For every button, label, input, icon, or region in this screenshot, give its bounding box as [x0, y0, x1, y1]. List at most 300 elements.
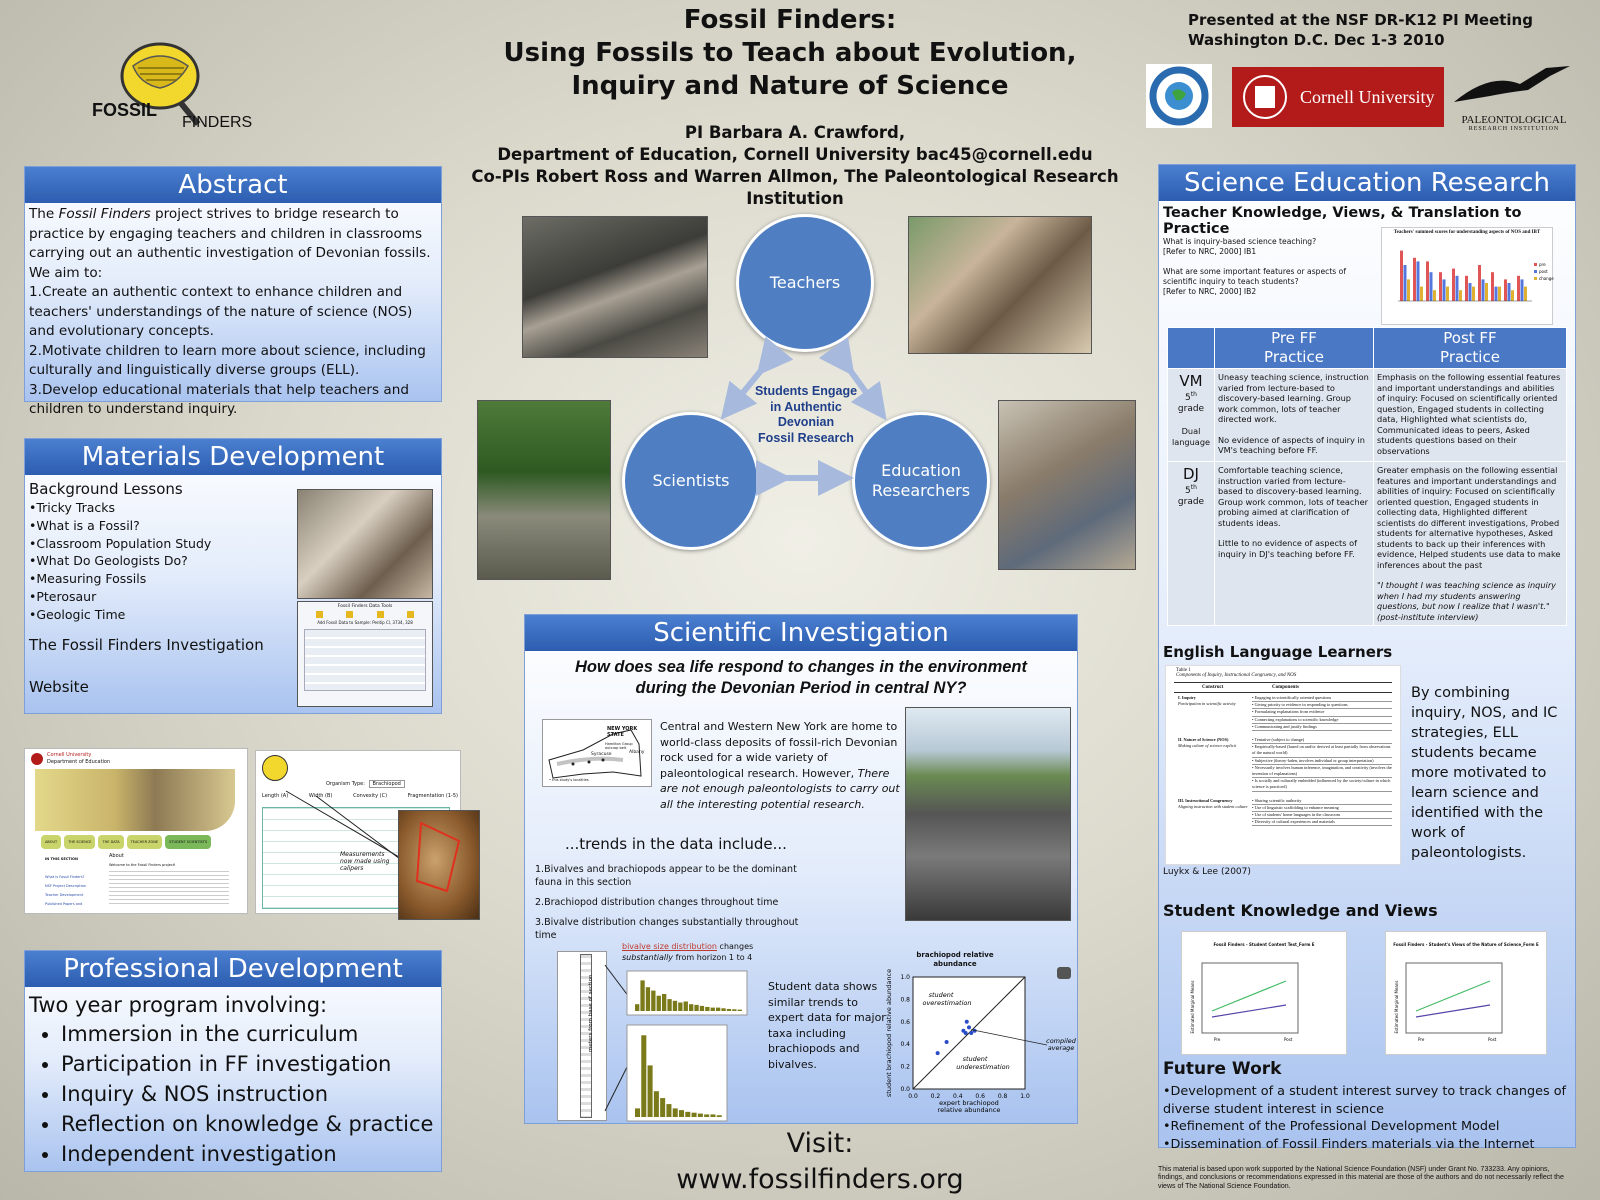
score-bar [1495, 287, 1498, 301]
data-tool-screenshot [297, 601, 433, 707]
brachiopod-scatter-plot [877, 967, 1077, 1123]
brachiopod-fossil-photo [398, 810, 480, 920]
histogram-bar [738, 1010, 742, 1011]
question-2-ref: [Refer to NRC, 2000] IB2 [1163, 287, 1257, 296]
score-bar [1446, 287, 1449, 301]
vm-pre-1: Uneasy teaching science, instruction varied from lecture-based to discovery-based learning. Group work common, lots of teacher directed work. [1218, 372, 1369, 424]
professional-list [25, 1019, 441, 1169]
ny-map [542, 719, 652, 787]
lesson-item: •Tricky Tracks [29, 500, 116, 515]
ell-row-components [1252, 798, 1392, 827]
nos-views-lines [1386, 947, 1546, 1051]
score-bar [1511, 290, 1514, 301]
convexity-label: Convexity (C) [353, 793, 388, 799]
fragmentation-label: Fragmentation (1-5) [407, 793, 458, 799]
ser-panel [1158, 164, 1576, 1152]
histogram-bar [678, 1003, 682, 1012]
y-tick-label: 0.6 [900, 1018, 910, 1026]
fossil-thumbnail [1057, 967, 1071, 979]
scientific-heading: Scientific Investigation [525, 615, 1077, 651]
vm-grade-text: grade [1177, 403, 1205, 414]
site-cornell-label: Cornell University [47, 752, 92, 758]
skv-y-label: Estimated Marginal Means [1190, 980, 1195, 1034]
score-legend-label: change [1539, 276, 1554, 281]
score-bar [1472, 287, 1475, 301]
histogram-bar [721, 1008, 725, 1011]
practice-table [1167, 327, 1567, 626]
body-emphasis: There are not enough paleontologists to carry out all the interesting potential research. [660, 766, 900, 811]
ell-component-item: • Is socially and culturally embedded (influenced by the society/culture in which science is practiced) [1252, 778, 1392, 791]
width-label: Width (B) [308, 793, 333, 799]
histogram-bar [654, 1091, 659, 1117]
score-bar [1430, 272, 1433, 301]
content-test-lines [1182, 947, 1346, 1051]
skv-y-label: Estimated Marginal Means [1394, 980, 1399, 1034]
histogram-bar [662, 994, 666, 1011]
score-bar [1407, 279, 1410, 301]
trend-item: 2.Brachiopod distribution changes throughout time [535, 897, 779, 908]
skv-x-label: Post [1488, 1037, 1497, 1042]
website-label: Website [29, 677, 89, 696]
histogram-bar [673, 1108, 678, 1117]
score-legend-label: post [1539, 269, 1548, 274]
nsf-footnote: This material is based upon work supported by the National Science Foundation (NSF) under Grant No. 733233. Any opinions, findings, and conclusions or recommendations expressed in this material are those of the authors and do not necessarily reflect the views of The National Science Foundation. [1158, 1166, 1564, 1190]
score-bar [1417, 261, 1420, 301]
title-line-2: Using Fossils to Teach about Evolution, [503, 38, 1077, 68]
teacher-scores-bars [1382, 237, 1552, 313]
histogram-bar [657, 996, 661, 1011]
histogram-bar [667, 999, 671, 1011]
score-bar [1521, 279, 1524, 301]
score-bar [1478, 265, 1481, 301]
ell-row-label: III. Instructional Congruency [1178, 797, 1233, 803]
presented-line-1: Presented at the NSF DR-K12 PI Meeting [1188, 11, 1533, 29]
site-nav-science[interactable]: THE SCIENCE [64, 835, 95, 849]
ell-row-sub: Aligning instruction with student culture [1178, 803, 1248, 809]
skv-plot-frame [1406, 963, 1502, 1033]
students-engage-label [738, 384, 874, 446]
dj-grade [1171, 483, 1211, 507]
cornell-seal-icon [1240, 72, 1290, 122]
compiled-label: compiled [1046, 1037, 1076, 1045]
y-tick-label: 1.0 [900, 974, 910, 981]
y-tick-label: 0.0 [900, 1086, 910, 1093]
pi-name: PI Barbara A. Crawford, [684, 123, 906, 142]
score-bar [1404, 265, 1407, 301]
abstract-panel [24, 166, 442, 417]
scatter-point [965, 1020, 969, 1024]
abstract-intro-em: Fossil Finders [58, 206, 151, 222]
scatter-xlabel: expert brachiopod [939, 1099, 999, 1107]
score-bar [1456, 276, 1459, 301]
roadcut-outcrop-photo [905, 707, 1071, 921]
dj-grade-text: grade [1177, 496, 1205, 507]
pri-logo [1450, 62, 1578, 132]
teacher-quote: "I thought I was teaching science as inquiry when I had my students answering questions, but now I realize that I wasn't." (post-institute interview) [1377, 580, 1557, 622]
professional-item: • Reflection on knowledge & practice [61, 1109, 441, 1139]
site-nav-about[interactable]: ABOUT [41, 835, 61, 849]
ser-questions [1163, 237, 1373, 297]
ser-heading: Science Education Research [1159, 165, 1575, 201]
bivalve-caption [622, 941, 762, 963]
poster-title [470, 4, 1110, 103]
score-bar [1465, 276, 1468, 301]
scatter-point [964, 1031, 968, 1035]
forest-field-trip-photo [477, 400, 611, 580]
site-dept-label: Department of Education [47, 759, 111, 765]
ell-component-item: • Tentative (subject to change) [1252, 737, 1392, 744]
investigation-body [660, 719, 902, 813]
abstract-aim: 2.Motivate children to learn more about science, including culturally and linguistically diverse groups (ELL). [29, 342, 426, 378]
overestimation-label: student [928, 991, 954, 999]
trend-item: 1.Bivalves and brachiopods appear to be the dominant fauna in this section [535, 864, 797, 888]
ell-heading: English Language Learners [1163, 643, 1393, 661]
ell-row-label: I. Inquiry [1178, 695, 1196, 700]
ell-component-item: • Formulating explanations from evidence [1252, 709, 1392, 716]
calipers-note: Measurements now made using calipers [340, 851, 390, 872]
ell-summary: By combining inquiry, NOS, and IC strategies, ELL students became more motivated to learn science and identified with the work of paleontologists. [1411, 685, 1558, 861]
future-list [1163, 1083, 1573, 1153]
dj-pre-cell [1215, 462, 1374, 626]
site-nav-teacher[interactable]: TEACHER ZONE [127, 835, 163, 849]
site-side-link[interactable]: Published Papers and [45, 902, 83, 906]
authors [440, 122, 1150, 210]
histogram-bar [646, 987, 650, 1011]
vm-cell [1168, 369, 1215, 462]
professional-item: • Independent investigation [61, 1139, 441, 1169]
visit-label: Visit: [786, 1128, 854, 1159]
professional-item: • Inquiry & NOS instruction [61, 1079, 441, 1109]
lesson-item: •What Do Geologists Do? [29, 553, 188, 569]
score-bar [1524, 287, 1527, 301]
data-tool-title: Fossil Finders Data Tools [337, 604, 393, 609]
ell-col-2: Components [1272, 685, 1299, 690]
investigation-label: The Fossil Finders Investigation [29, 635, 264, 654]
score-bar [1420, 287, 1423, 301]
pre-ff-header-2: Practice [1264, 348, 1324, 366]
vm-grade-num: 5 [1185, 393, 1191, 403]
dj-post-cell [1374, 462, 1567, 626]
website-url[interactable]: www.fossilfinders.org [676, 1164, 964, 1195]
abstract-body [25, 203, 441, 422]
vm-dual-2: language [1171, 436, 1211, 447]
future-item: •Development of a student interest survey to track changes of diverse student interest in science [1163, 1084, 1567, 1117]
teachers-label: Teachers [769, 273, 841, 292]
abstract-heading: Abstract [25, 167, 441, 203]
histogram-bar [635, 1108, 640, 1117]
materials-list [29, 479, 289, 696]
underestimation-label: student [962, 1055, 988, 1063]
x-tick-label: 0.4 [953, 1093, 963, 1100]
cornell-logo [1232, 67, 1444, 127]
x-tick-label: 0.6 [975, 1093, 985, 1100]
bivalve-caption-end: from horizon 1 to 4 [673, 953, 753, 962]
scientific-panel [524, 614, 1078, 1124]
lesson-item: •Geologic Time [29, 606, 126, 622]
dj-post: Greater emphasis on the following essential features and important understandings and abilities of inquiry: Focused on scientifically oriented question, Engaged students in collecting data, Highlighted different scientists do different investigations, Probed students for alternative hypotheses, Asked students to back up their inferences with evidence, Helped students use data to make inferences about the past [1377, 465, 1561, 570]
histogram-bar [732, 1009, 736, 1011]
vm-dual-language [1171, 426, 1211, 447]
histogram-bar [679, 1110, 684, 1117]
scatter-title-1: brachiopod relative [916, 951, 994, 959]
map-state-label: NEW YORK STATE [607, 726, 638, 738]
skv-heading: Student Knowledge and Views [1163, 901, 1438, 920]
field-collecting-photo [522, 216, 708, 358]
y-tick-label: 0.2 [900, 1063, 910, 1071]
materials-heading: Materials Development [25, 439, 441, 475]
bivalve-caption-em: substantially [622, 953, 674, 962]
ell-component-item: • Communicating and justify findings [1252, 724, 1392, 731]
trend-item: 3.Bivalve distribution changes substantially throughout time [535, 917, 799, 941]
center-line: Fossil Research [758, 430, 854, 445]
ell-component-item: • Engaging in scientifically oriented questions [1252, 695, 1392, 702]
pri-text-1: PALEONTOLOGICAL [1461, 114, 1567, 126]
pre-ff-header [1215, 328, 1374, 369]
ser-subheading: Teacher Knowledge, Views, & Translation to Practice [1163, 205, 1522, 237]
question-2: What are some important features or aspects of scientific inquiry to teach students? [1163, 267, 1346, 286]
histogram-bar [698, 1114, 703, 1117]
score-bar [1433, 290, 1436, 301]
pri-text-2: RESEARCH INSTITUTION [1468, 126, 1560, 132]
content-test-title: Fossil Finders - Student Content Test_Form E [1213, 942, 1315, 947]
vm-grade [1171, 390, 1211, 414]
center-line: Devonian [777, 415, 835, 429]
histogram-bar [648, 1065, 653, 1117]
scatter-title-2: abundance [933, 960, 977, 968]
measurement-overlay [399, 811, 479, 919]
score-bar [1485, 283, 1488, 301]
students-measuring-photo [297, 489, 433, 599]
compiled-label: average [1047, 1044, 1075, 1052]
histogram-bar [704, 1114, 709, 1117]
score-bar [1439, 272, 1442, 301]
future-item: •Refinement of the Professional Development Model [1163, 1119, 1500, 1134]
histogram-horizon-1 [627, 1025, 727, 1121]
organism-type-prefix: Organism Type: [326, 781, 365, 787]
ell-component-item: • Empirically-based (based on and/or derived at least partially from observations of the natural world) [1252, 744, 1392, 757]
map-albany-label: Albany [629, 750, 645, 755]
future-item: •Dissemination of Fossil Finders materials via the Internet [1163, 1136, 1535, 1152]
vm-dual-1: Dual [1181, 426, 1201, 436]
vm-pre-cell [1215, 369, 1374, 462]
organism-type-value: Brachiopod [369, 780, 405, 788]
ell-row [1174, 695, 1392, 731]
ell-row [1174, 798, 1392, 827]
cornell-logo-text: Cornell University [1300, 86, 1435, 107]
presented-line-2: Washington D.C. Dec 1-3 2010 [1188, 31, 1445, 49]
question-line-1: How does sea life respond to changes in the environment [574, 658, 1027, 676]
ell-row-sub: Participation in scientific activity [1178, 701, 1236, 707]
site-side-link[interactable]: NSF Project Description [45, 884, 86, 888]
student-data-text: Student data shows similar trends to expert data for major taxa including brachiopods and bivalves. [768, 980, 886, 1071]
score-bar [1517, 276, 1520, 301]
y-tick-label: 0.4 [900, 1041, 910, 1049]
center-line: in Authentic [770, 399, 842, 414]
teacher-scores-chart [1381, 227, 1553, 325]
workshop-photo [998, 400, 1136, 570]
professional-heading: Professional Development [25, 951, 441, 987]
table-row [1168, 462, 1567, 626]
site-side-link[interactable]: Teacher Development [45, 893, 84, 897]
edu-label-1: Education [881, 461, 961, 480]
score-bar [1469, 283, 1472, 301]
x-tick-label: 0.0 [908, 1093, 918, 1100]
bivalve-caption-red: bivalve size distribution [622, 942, 718, 951]
ell-row-components [1252, 695, 1392, 731]
site-side-link[interactable]: What is Fossil Finders? [45, 875, 85, 879]
post-ff-header [1374, 328, 1567, 369]
ell-row-construct [1174, 695, 1252, 731]
score-legend-swatch [1534, 263, 1537, 266]
data-tool-toolbar [304, 611, 426, 618]
score-bar [1482, 279, 1485, 301]
content-test-chart [1181, 931, 1347, 1055]
body-plain: Central and Western New York are home to world-class deposits of fossil-rich Devonian rock used for a wide variety of paleontological research. However, [660, 720, 898, 780]
score-legend-swatch [1534, 277, 1537, 280]
edu-label-2: Researchers [871, 481, 971, 500]
histogram-bar [716, 1008, 720, 1011]
y-tick-label: 0.8 [900, 996, 910, 1004]
ell-component-item: • Subjective (theory-laden, involves individual or group interpretation) [1252, 758, 1392, 765]
site-in-section: IN THIS SECTION [45, 857, 78, 861]
center-line: Students Engage [754, 384, 858, 398]
site-nav [41, 835, 237, 849]
scatter-point [945, 1040, 949, 1044]
department: Department of Education, Cornell University bac45@cornell.edu [497, 145, 1093, 164]
trends-heading: ...trends in the data include... [565, 835, 787, 853]
table-row [1168, 369, 1567, 462]
vm-post-cell: Emphasis on the following essential features and important understandings and abilities of inquiry: Focused on scientifically oriented question, Engaged students in collecting data, Highlighted what scientists do, Communicated ideas to peers, Asked students questions based on their observations [1374, 369, 1567, 462]
professional-intro: Two year program involving: [29, 993, 328, 1017]
score-legend-label: pre [1539, 262, 1546, 267]
dj-grade-num: 5 [1185, 486, 1191, 496]
score-bar [1452, 269, 1455, 301]
logo-text-finders: FINDERS [182, 114, 253, 131]
skv-x-label: Pre [1418, 1037, 1425, 1042]
nos-views-chart [1385, 931, 1547, 1055]
logo-text-fossil: FOSSIL [92, 100, 158, 120]
ell-table-header [1174, 682, 1392, 693]
score-bar [1443, 279, 1446, 301]
scatter-xlabel: relative abundance [937, 1106, 1001, 1114]
score-bar [1459, 290, 1462, 301]
ell-row-sub: Making culture of science explicit [1178, 743, 1237, 749]
histogram-bar [717, 1115, 722, 1117]
teachers-circle [736, 214, 874, 352]
histogram-bar [635, 1004, 639, 1011]
pterosaur-icon [1450, 62, 1578, 110]
trends-list [535, 863, 810, 942]
overestimation-label: overestimation [922, 999, 972, 1007]
visit-block [660, 1126, 980, 1198]
histogram-bar [694, 1005, 698, 1011]
background-lessons-label: Background Lessons [29, 480, 183, 498]
site-welcome: Welcome to the Fossil Finders project! [109, 863, 176, 867]
site-nav-students[interactable]: STUDENT SCIENTISTS [165, 835, 211, 849]
dj-grade-sup: th [1190, 484, 1197, 491]
site-nav-data[interactable]: THE DATA [98, 835, 123, 849]
classroom-photo-1 [908, 216, 1092, 354]
ell-row [1174, 737, 1392, 792]
nsf-globe-icon [1146, 64, 1212, 128]
data-tool-subtitle: Add Fossil Data to Sample: Pentip Cl, 3734, 328 [317, 620, 413, 625]
site-about: About [109, 853, 124, 859]
question-1: What is inquiry-based science teaching? [1163, 237, 1317, 246]
scatter-ylabel: student brachiopod relative abundance [885, 968, 893, 1098]
score-bar [1413, 258, 1416, 301]
scientists-label: Scientists [652, 471, 730, 490]
ell-component-item: • Use of linguistic scaffolding to enhance meaning [1252, 805, 1392, 812]
ell-component-item: • Giving priority to evidence in responding to questions [1252, 702, 1392, 709]
x-tick-label: 1.0 [1020, 1093, 1030, 1100]
co-pis: Co-PIs Robert Ross and Warren Allmon, The Paleontological Research Institution [471, 167, 1119, 208]
research-question [525, 657, 1077, 699]
ell-row-construct [1174, 737, 1252, 792]
ell-row-label: II. Nature of Science (NOS) [1178, 737, 1229, 743]
lesson-item: •Classroom Population Study [29, 535, 212, 551]
skv-x-label: Post [1284, 1037, 1293, 1042]
vm-pre-2: No evidence of aspects of inquiry in VM's teaching before FF. [1218, 434, 1365, 455]
map-city-label: Syracuse [591, 752, 612, 757]
ell-table-rows [1174, 695, 1392, 826]
post-ff-header-2: Practice [1440, 348, 1500, 366]
ell-component-item: • Sharing scientific authority [1252, 798, 1392, 805]
histogram-bar [710, 1114, 715, 1117]
ell-component-item: • Diversity of cultural experiences and materials [1252, 819, 1392, 826]
bivalve-caption-rest: changes [717, 942, 754, 951]
score-bar [1491, 272, 1494, 301]
dj-pre-2: Little to no evidence of aspects of inquiry in DJ's teaching before FF. [1218, 538, 1357, 559]
abstract-aim: 3.Develop educational materials that help teachers and children to understand inquiry. [29, 381, 409, 417]
scatter-point [967, 1025, 971, 1029]
pre-ff-header-1: Pre FF [1271, 329, 1317, 347]
skv-x-label: Pre [1214, 1037, 1221, 1042]
skv-plot-frame [1202, 963, 1298, 1033]
stratigraphic-column [557, 951, 607, 1121]
question-line-2: during the Devonian Period in central NY? [635, 679, 967, 697]
histogram-bar [684, 1001, 688, 1011]
lessons-list [29, 499, 289, 624]
ell-citation: Luykx & Lee (2007) [1163, 867, 1251, 877]
underestimation-label: underestimation [956, 1063, 1010, 1071]
x-tick-label: 0.8 [997, 1093, 1008, 1100]
score-bar [1504, 279, 1507, 301]
histogram-bar [692, 1113, 697, 1117]
vm-grade-sup: th [1190, 391, 1197, 398]
histogram-bar [651, 991, 655, 1011]
ell-table-label: Table 1 [1176, 668, 1191, 673]
materials-panel [24, 438, 442, 714]
histogram-bar [666, 1104, 671, 1117]
histogram-bar [700, 1006, 704, 1011]
site-side-links [45, 873, 86, 909]
histogram-bar [641, 1035, 646, 1117]
histogram-bar [727, 1009, 731, 1011]
histogram-bar [711, 1008, 715, 1011]
histogram-bar [660, 1098, 665, 1117]
ell-row-construct [1174, 798, 1252, 827]
dj-name: DJ [1183, 465, 1199, 483]
abstract-intro-b: project strives to bridge research to practice by engaging teachers and children in classrooms carrying out an authentic investigation of Devonian fossils. We aim to: [29, 206, 431, 281]
lesson-item: •Pterosaur [29, 588, 97, 604]
post-ff-header-1: Post FF [1443, 329, 1497, 347]
question-1-ref: [Refer to NRC, 2000] IB1 [1163, 247, 1257, 256]
ell-col-1: Construct [1202, 685, 1224, 690]
histogram-bar [705, 1007, 709, 1011]
professional-item: • Immersion in the curriculum [61, 1019, 441, 1049]
histogram-bar [640, 980, 644, 1011]
dj-cell [1168, 462, 1215, 626]
